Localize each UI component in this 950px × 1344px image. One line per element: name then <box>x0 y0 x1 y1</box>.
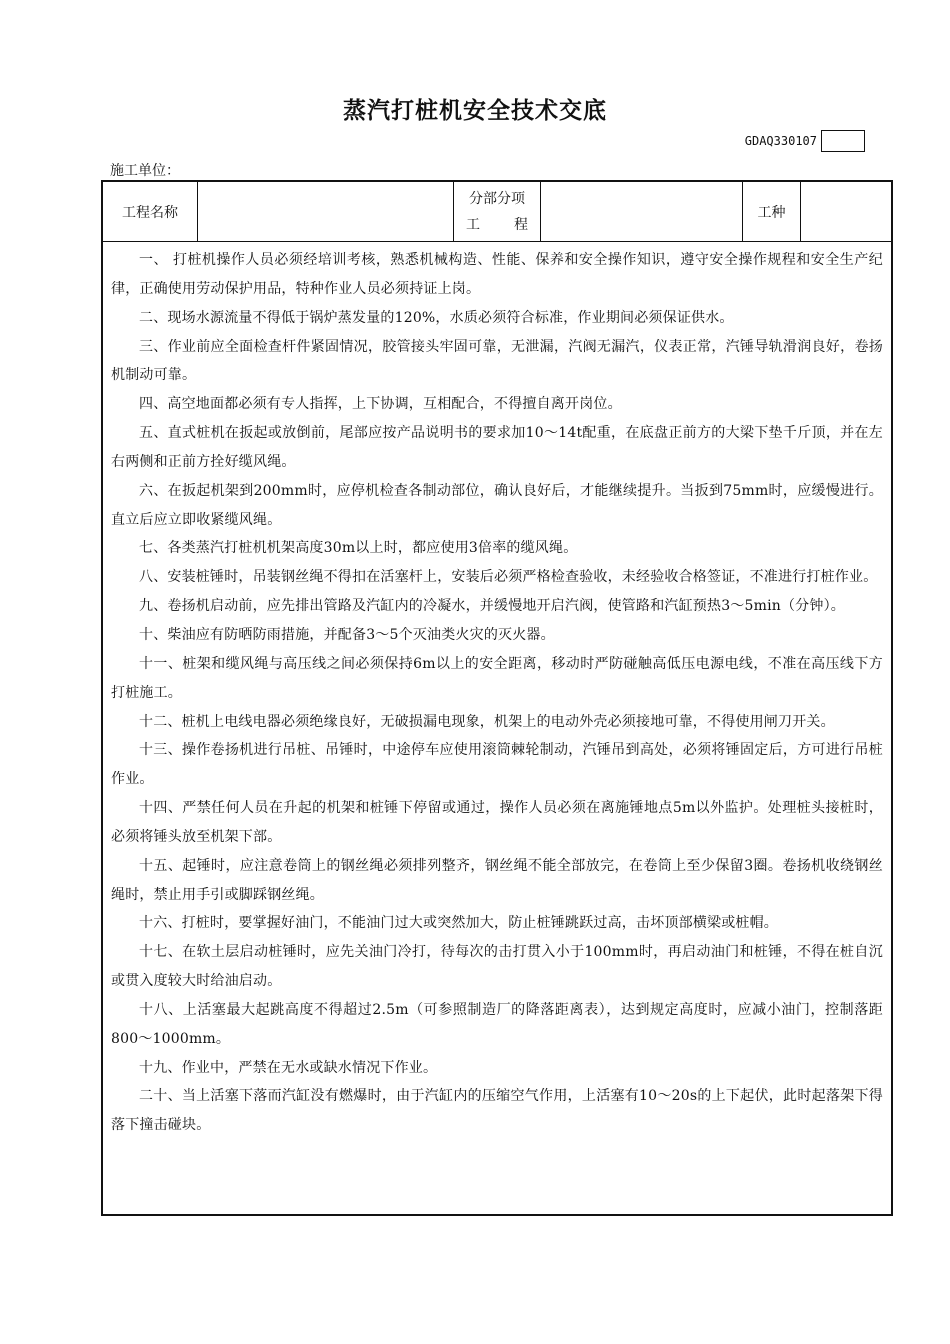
clause-list <box>103 246 891 1140</box>
clause-12: 十二、桩机上电线电器必须绝缘良好，无破损漏电现象，机架上的电动外壳必须接地可靠，不得使用闸刀开关。 <box>139 713 835 730</box>
clause-14: 十四、严禁任何人员在升起的机架和桩锤下停留或通过，操作人员必须在离施锤地点5m以外监护。处理桩头接桩时，必须将锤头放至机架下部。 <box>111 800 883 845</box>
project-name-label: 工程名称 <box>122 204 178 221</box>
disclosure-table <box>101 180 893 1216</box>
clause-3: 三、作业前应全面检查杆件紧固情况，胶管接头牢固可靠，无泄漏，汽阀无漏汽，仪表正常，汽锤导轨滑润良好，卷扬机制动可靠。 <box>111 338 883 384</box>
table-header-row <box>103 182 891 242</box>
clause-11: 十一、桩架和缆风绳与高压线之间必须保持6m以上的安全距离，移动时严防碰触高低压电源电线，不准在高压线下方打桩施工。 <box>111 655 883 701</box>
clause-2: 二、现场水源流量不得低于锅炉蒸发量的120%，水质必须符合标准，作业期间必须保证供水。 <box>139 309 734 326</box>
clause-7: 七、各类蒸汽打桩机机架高度30m以上时，都应使用3倍率的缆风绳。 <box>139 540 578 557</box>
clause-20: 二十、当上活塞下落而汽缸没有燃爆时，由于汽缸内的压缩空气作用，上活塞有10～20s的上下起伏，此时起落架下得落下撞击碰块。 <box>111 1088 883 1134</box>
clause-1: 一、 打桩机操作人员必须经培训考核，熟悉机械构造、性能、保养和安全操作知识，遵守安全操作规程和安全生产纪律，正确使用劳动保护用品，特种作业人员必须持证上岗。 <box>111 252 883 297</box>
clause-5: 五、直式桩机在扳起或放倒前，尾部应按产品说明书的要求加10～14t配重，在底盘正前方的大梁下垫千斤顶，并在左右两侧和正前方拴好缆风绳。 <box>111 425 883 470</box>
clause-4: 四、高空地面都必须有专人指挥，上下协调，互相配合，不得擅自离开岗位。 <box>139 396 622 413</box>
clause-10: 十、柴油应有防晒防雨措施，并配备3～5个灭油类火灾的灭火器。 <box>139 626 555 643</box>
clause-6: 六、在扳起机架到200mm时，应停机检查各制动部位，确认良好后，才能继续提升。当扳到75mm时，应缓慢进行。直立后应立即收紧缆风绳。 <box>111 482 883 528</box>
document-title: 蒸汽打桩机安全技术交底 <box>343 98 607 124</box>
document-code-row <box>600 129 865 153</box>
clause-18: 十八、上活塞最大起跳高度不得超过2.5m（可参照制造厂的降落距离表），达到规定高度时，应减小油门，控制落距800～1000mm。 <box>111 1001 883 1047</box>
sub-project-value[interactable] <box>541 182 742 241</box>
clause-13: 十三、操作卷扬机进行吊桩、吊锤时，中途停车应使用滚筒棘轮制动，汽锤吊到高处，必须将锤固定后，方可进行吊桩作业。 <box>111 742 883 788</box>
clause-17: 十七、在软土层启动桩锤时，应先关油门冷打，待每次的击打贯入小于100mm时，再启动油门和桩锤，不得在桩自沉或贯入度较大时给油启动。 <box>111 944 883 990</box>
clause-15: 十五、起锤时，应注意卷筒上的钢丝绳必须排列整齐，钢丝绳不能全部放完，在卷筒上至少保留3圈。卷扬机收绕钢丝绳时，禁止用手引或脚踩钢丝绳。 <box>111 857 883 903</box>
sub-project-label-line2: 工 程 <box>466 216 528 233</box>
clause-19: 十九、作业中，严禁在无水或缺水情况下作业。 <box>139 1059 438 1076</box>
clause-16: 十六、打桩时，要掌握好油门，不能油门过大或突然加大，防止桩锤跳跃过高，击坏顶部横梁或桩帽。 <box>139 915 778 932</box>
construction-unit-label: 施工单位： <box>110 163 180 179</box>
sub-project-label <box>454 182 540 241</box>
project-name-value[interactable] <box>198 182 453 241</box>
document-code-box[interactable] <box>821 130 865 152</box>
sub-project-label-line1: 分部分项 <box>469 190 525 207</box>
document-code: GDAQ330107 <box>744 134 817 148</box>
trade-label: 工种 <box>757 204 786 221</box>
clause-9: 九、卷扬机启动前，应先排出管路及汽缸内的冷凝水，并缓慢地开启汽阀，使管路和汽缸预热3～5min（分钟）。 <box>139 598 845 615</box>
clause-8: 八、安装桩锤时，吊装钢丝绳不得扣在活塞杆上，安装后必须严格检查验收，未经验收合格签证，不准进行打桩作业。 <box>139 569 878 586</box>
trade-value[interactable] <box>801 182 891 241</box>
